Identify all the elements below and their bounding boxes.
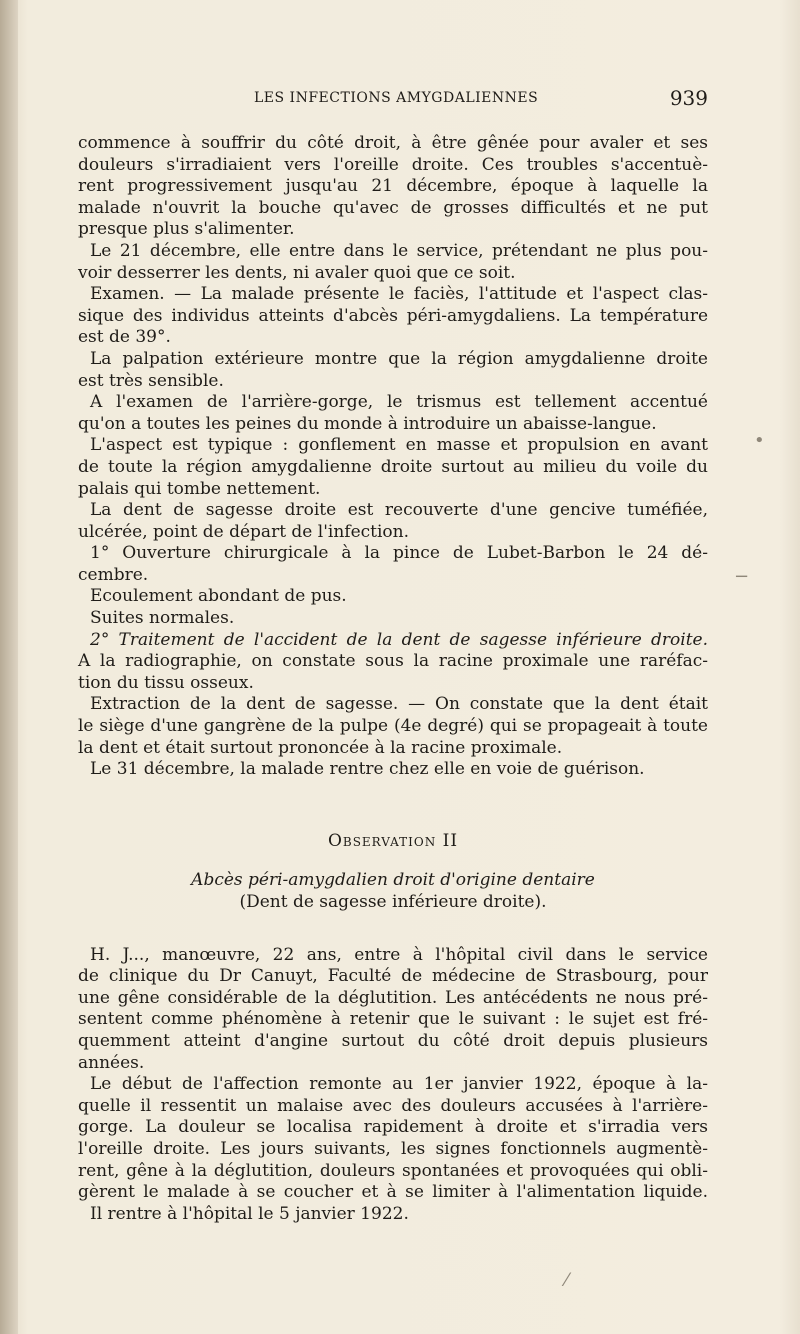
paragraph-line: quelle il ressentit un malaise avec des douleurs accusées à l'arrière- xyxy=(78,1095,708,1116)
paragraph-line: H. J..., manœuvre, 22 ans, entre à l'hôpital civil dans le service xyxy=(90,944,708,965)
body-line: rent progressivement jusqu'au 21 décembre, époque à laquelle la xyxy=(78,176,708,197)
paragraph-line: Le début de l'affection remonte au 1er janvier 1922, époque à la- xyxy=(90,1074,708,1095)
body-line: La dent de sagesse droite est recouverte d'une gencive tuméfiée, xyxy=(90,500,708,521)
body-line: Ecoulement abondant de pus. xyxy=(90,586,347,607)
body-line: est très sensible. xyxy=(78,370,224,391)
paragraph-spacer xyxy=(78,914,708,945)
section-spacer xyxy=(78,781,708,812)
paragraph-line: gèrent le malade à se coucher et à se limiter à l'alimentation liquide. xyxy=(78,1182,708,1203)
body-line: palais qui tombe nettement. xyxy=(78,478,321,499)
body-line: de toute la région amygdalienne droite surtout au milieu du voile du xyxy=(78,456,708,477)
paragraph-line: gorge. La douleur se localisa rapidement à droite et s'irradia vers xyxy=(78,1117,708,1138)
body-line: le siège d'une gangrène de la pulpe (4e degré) qui se propageait à toute xyxy=(78,716,708,737)
body-line: La palpation extérieure montre que la région amygdalienne droite xyxy=(90,348,708,369)
paragraph-line: quemment atteint d'angine surtout du côté droit depuis plusieurs xyxy=(78,1030,708,1051)
page-header xyxy=(78,86,708,112)
body-line: Suites normales. xyxy=(90,608,235,629)
page-number: 939 xyxy=(669,86,708,110)
observation-subtitle: Abcès péri-amygdalien droit d'origine dentaire xyxy=(191,870,595,891)
body-line: voir desserrer les dents, ni avaler quoi que ce soit. xyxy=(78,262,516,283)
body-line: la dent et était surtout prononcée à la racine proximale. xyxy=(78,737,563,758)
treatment-line: 2° Traitement de l'accident de la dent de sagesse inférieure droite. xyxy=(90,629,708,650)
document-body xyxy=(78,133,708,1225)
body-line: qu'on a toutes les peines du monde à introduire un abaisse-langue. xyxy=(78,413,657,434)
margin-dot: • xyxy=(754,430,765,451)
page-scratch: ⁄ xyxy=(565,1270,569,1291)
body-line: est de 39°. xyxy=(78,327,171,348)
paragraph-line: l'oreille droite. Les jours suivants, les signes fonctionnels augmentè- xyxy=(78,1138,708,1159)
body-line: A l'examen de l'arrière-gorge, le trismus est tellement accentué xyxy=(90,392,708,413)
body-line: cembre. xyxy=(78,564,149,585)
body-line: Le 21 décembre, elle entre dans le service, prétendant ne plus pou- xyxy=(90,240,708,261)
body-line: ulcérée, point de départ de l'infection. xyxy=(78,521,410,542)
body-line: malade n'ouvrit la bouche qu'avec de grosses difficultés et ne put xyxy=(78,197,708,218)
body-line: tion du tissu osseux. xyxy=(78,672,254,693)
paragraph-line: sentent comme phénomène à retenir que le suivant : le sujet est fré- xyxy=(78,1009,708,1030)
body-line: presque plus s'alimenter. xyxy=(78,219,295,240)
title-spacer xyxy=(78,852,708,870)
body-line: douleurs s'irradiaient vers l'oreille droite. Ces troubles s'accentuè- xyxy=(78,154,708,175)
running-title: LES INFECTIONS AMYGDALIENNES xyxy=(254,90,539,106)
body-line: 1° Ouverture chirurgicale à la pince de Lubet-Barbon le 24 dé- xyxy=(90,543,708,564)
paragraph-line: années. xyxy=(78,1052,145,1073)
paragraph-line: de clinique du Dr Canuyt, Faculté de médecine de Strasbourg, pour xyxy=(78,966,708,987)
extraction-line: Extraction de la dent de sagesse. — On constate que la dent était xyxy=(90,694,708,715)
body-line: L'aspect est typique : gonflement en masse et propulsion en avant xyxy=(90,435,708,456)
body-line: A la radiographie, on constate sous la racine proximale une raréfac- xyxy=(78,651,708,672)
paragraph-line: Il rentre à l'hôpital le 5 janvier 1922. xyxy=(90,1203,409,1224)
observation-subtitle-detail: (Dent de sagesse inférieure droite). xyxy=(239,892,547,912)
page-spine-shadow xyxy=(0,0,18,1334)
margin-dash: − xyxy=(734,566,750,587)
body-line: commence à souffrir du côté droit, à être gênée pour avaler et ses xyxy=(78,133,708,153)
observation-title: Observation II xyxy=(327,830,459,851)
exam-line: Examen. — La malade présente le faciès, l'attitude et l'aspect clas- xyxy=(90,284,708,305)
paragraph-line: rent, gêne à la déglutition, douleurs spontanées et provoquées qui obli- xyxy=(78,1160,708,1181)
body-line: sique des individus atteints d'abcès péri-amygdaliens. La température xyxy=(78,305,708,326)
paragraph-line: une gêne considérable de la déglutition. Les antécédents ne nous pré- xyxy=(78,987,708,1008)
body-line: Le 31 décembre, la malade rentre chez elle en voie de guérison. xyxy=(90,759,645,780)
